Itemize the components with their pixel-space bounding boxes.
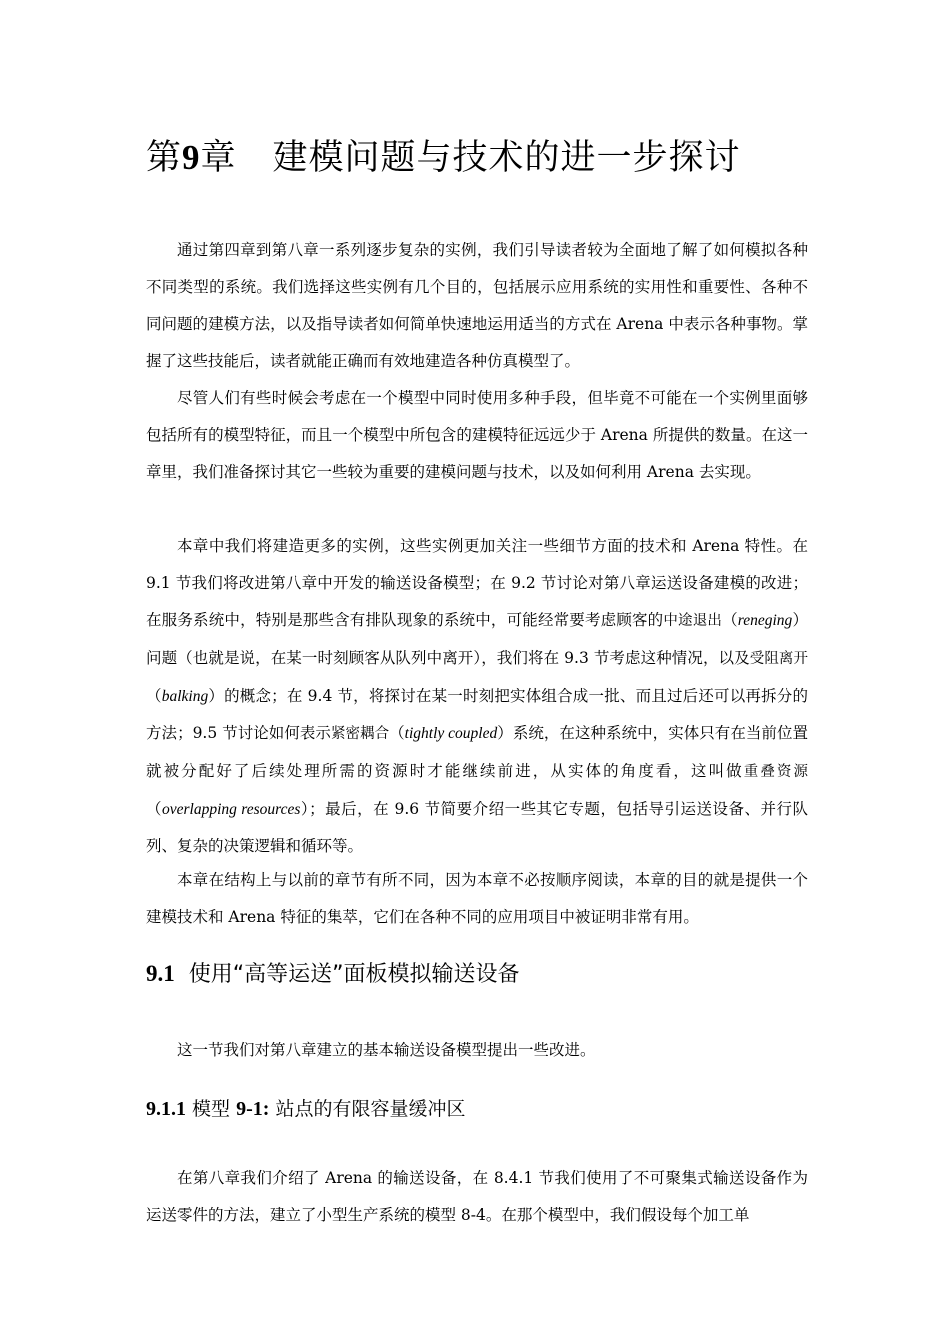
chapter-title-text: 建模问题与技术的进一步探讨	[272, 138, 741, 178]
p3-text-9: ）；最后，在 9.6 节简要介绍一些其它专题，包括导引运送设备、并行队列、复杂的决策逻辑和循环等。	[146, 800, 808, 855]
term-balking: 受阻离开	[749, 651, 809, 667]
p3-text-3: ）问题（也就是说，在某一时刻顾客从队列中离开），我们将在 9.3 节考虑这种情况，以及	[146, 611, 808, 667]
section-9-1-1-model-id: 9-1:	[236, 1098, 270, 1120]
chapter-label-suffix: 章	[200, 138, 237, 178]
section-9-1-1-paragraph: 在第八章我们介绍了 Arena 的输送设备，在 8.4.1 节我们使用了不可聚集式输送设备作为运送零件的方法，建立了小型生产系统的模型 8-4。在那个模型中，我们假设每个加工单	[146, 1169, 808, 1224]
intro-paragraph-4: 本章在结构上与以前的章节有所不同，因为本章不必按顺序阅读，本章的目的就是提供一个建模技术和 Arena 特征的集萃，它们在各种不同的应用项目中被证明非常有用。	[146, 871, 808, 926]
section-9-1-1-title-prefix: 模型	[192, 1098, 231, 1120]
section-9-1-paragraph: 这一节我们对第八章建立的基本输送设备模型提出一些改进。	[177, 1041, 596, 1059]
section-9-1-1-title: 站点的有限容量缓冲区	[275, 1098, 466, 1120]
section-9-1-1-number: 9.1.1	[146, 1098, 186, 1120]
chapter-number: 9	[182, 138, 201, 177]
section-9-1-title: 使用“高等运送”面板模拟输送设备	[188, 962, 520, 987]
p3-text-2: （	[722, 611, 738, 629]
p3-text-7: ）系统，在这种系统中，实体只有在当前位置就被分配好了后续处理所需的资源时才能继续前进，从实体的角度看，这叫做	[146, 724, 808, 780]
term-tightly-coupled-en: tightly coupled	[404, 725, 498, 742]
p3-text-4: （	[146, 687, 162, 705]
term-reneging-en: reneging	[737, 612, 793, 629]
p3-text-1: 本章中我们将建造更多的实例，这些实例更加关注一些细节方面的技术和 Arena 特性。在 9.1 节我们将改进第八章中开发的输送设备模型；在 9.2 节讨论对第八章运送设备建模的改进；在服务系统中，特别是那些含有排队现象的系统中，可能经常要考虑顾客的	[146, 537, 808, 629]
term-tightly-coupled: 紧密耦合	[330, 726, 390, 742]
p3-text-5: ）的概念；在 9.4 节，将探讨在某一时刻把实体组合成一批、而且过后还可以再拆分的方法；9.5 节讨论如何表示	[146, 687, 808, 742]
p3-text-6: （	[389, 724, 405, 742]
chapter-label-prefix: 第	[146, 138, 183, 178]
intro-paragraph-3	[146, 528, 808, 865]
term-overlapping-resources-en: overlapping resources	[162, 801, 301, 818]
p3-text-8: （	[146, 800, 162, 818]
intro-paragraph-1: 通过第四章到第八章一系列逐步复杂的实例，我们引导读者较为全面地了解了如何模拟各种不同类型的系统。我们选择这些实例有几个目的，包括展示应用系统的实用性和重要性、各种不同问题的建模方法，以及指导读者如何简单快速地运用适当的方式在 Arena 中表示各种事物。掌握了这些技能后，读者就能正确而有效地建造各种仿真模型了。	[146, 241, 808, 370]
intro-paragraph-2: 尽管人们有些时候会考虑在一个模型中同时使用多种手段，但毕竟不可能在一个实例里面够包括所有的模型特征，而且一个模型中所包含的建模特征远远少于 Arena 所提供的数量。在这一章里，我们准备探讨其它一些较为重要的建模问题与技术，以及如何利用 Arena 去实现。	[146, 389, 808, 481]
term-overlapping-resources: 重叠资源	[743, 764, 808, 780]
term-balking-en: balking	[161, 688, 209, 705]
section-9-1-number: 9.1	[146, 961, 175, 986]
term-reneging: 中途退出	[663, 613, 723, 629]
section-9-1-1-heading	[146, 1094, 466, 1124]
section-9-1-heading	[146, 958, 520, 991]
chapter-title	[146, 132, 741, 184]
